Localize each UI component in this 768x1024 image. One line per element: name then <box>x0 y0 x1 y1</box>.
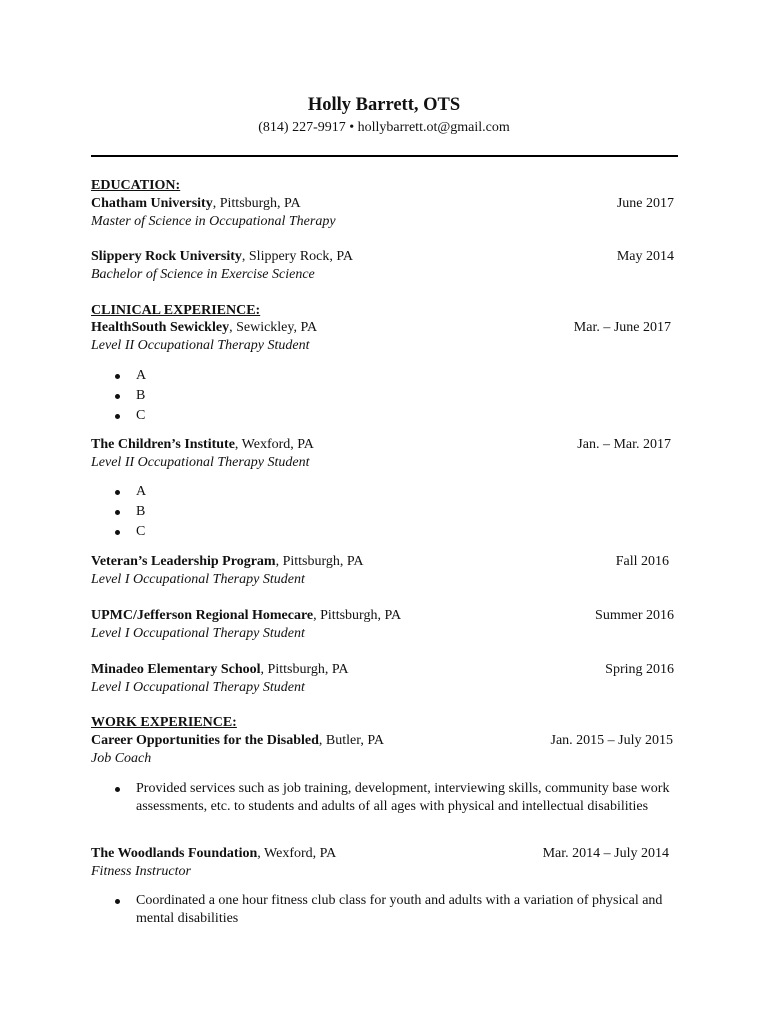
list-item: Provided services such as job training, development, interviewing skills, community base work assessments, etc. to students and adults of all ages with physical and intellectual disabilities <box>113 780 678 816</box>
clinical-heading: CLINICAL EXPERIENCE: <box>91 303 261 318</box>
entry-title <box>91 436 314 454</box>
org-location: , Slippery Rock, PA <box>241 249 353 264</box>
candidate-name: Holly Barrett, OTS <box>307 95 461 115</box>
entry-date: Spring 2016 <box>605 662 674 677</box>
org-location: , Wexford, PA <box>257 846 337 861</box>
header-divider <box>91 155 678 157</box>
org-location: , Sewickley, PA <box>229 320 318 335</box>
org-name: Career Opportunities for the Disabled <box>91 733 319 748</box>
bullet-list <box>113 780 678 816</box>
entry-title <box>91 845 336 863</box>
org-name: HealthSouth Sewickley <box>91 320 230 335</box>
bullet-list <box>113 367 678 427</box>
clinical-entry <box>91 436 671 472</box>
org-location: , Pittsburgh, PA <box>313 608 402 623</box>
entry-role: Master of Science in Occupational Therapy <box>91 214 336 229</box>
list-item: A <box>113 367 678 387</box>
bullet-list <box>113 483 678 543</box>
work-entry <box>91 732 673 768</box>
entry-date: Jan. – Mar. 2017 <box>577 437 671 452</box>
list-item: A <box>113 483 678 503</box>
list-item: C <box>113 407 678 427</box>
work-entry <box>91 845 669 881</box>
clinical-entry <box>91 607 674 643</box>
org-location: , Butler, PA <box>318 733 384 748</box>
org-location: , Wexford, PA <box>234 437 314 452</box>
entry-title <box>91 553 364 571</box>
bullet-list <box>113 892 678 928</box>
work-heading: WORK EXPERIENCE: <box>91 715 237 730</box>
entry-role: Bachelor of Science in Exercise Science <box>91 267 315 282</box>
org-location: , Pittsburgh, PA <box>212 196 301 211</box>
entry-date: Mar. 2014 – July 2014 <box>542 846 669 861</box>
entry-title <box>91 195 301 213</box>
entry-role: Level II Occupational Therapy Student <box>91 338 310 353</box>
entry-role: Job Coach <box>91 751 152 766</box>
education-heading: EDUCATION: <box>91 178 181 193</box>
contact-info: (814) 227-9917 • hollybarrett.ot@gmail.com <box>258 120 510 135</box>
org-name: Chatham University <box>91 196 213 211</box>
entry-role: Fitness Instructor <box>91 864 191 879</box>
list-item: C <box>113 523 678 543</box>
entry-title <box>91 661 348 679</box>
entry-role: Level I Occupational Therapy Student <box>91 626 305 641</box>
org-name: Veteran’s Leadership Program <box>91 554 276 569</box>
list-item: B <box>113 503 678 523</box>
entry-title <box>91 732 384 750</box>
list-item: B <box>113 387 678 407</box>
clinical-entry <box>91 661 674 697</box>
clinical-entry <box>91 553 669 589</box>
entry-date: Mar. – June 2017 <box>573 320 671 335</box>
entry-date: Fall 2016 <box>615 554 669 569</box>
entry-date: May 2014 <box>616 249 674 264</box>
entry-date: June 2017 <box>616 196 674 211</box>
entry-date: Summer 2016 <box>595 608 674 623</box>
entry-date: Jan. 2015 – July 2015 <box>550 733 673 748</box>
entry-title <box>91 319 317 337</box>
org-name: Slippery Rock University <box>91 249 242 264</box>
education-entry <box>91 248 674 284</box>
entry-role: Level I Occupational Therapy Student <box>91 680 305 695</box>
org-location: , Pittsburgh, PA <box>275 554 364 569</box>
clinical-entry <box>91 319 671 355</box>
education-entry <box>91 195 674 231</box>
org-name: UPMC/Jefferson Regional Homecare <box>91 608 314 623</box>
org-name: Minadeo Elementary School <box>91 662 261 677</box>
org-name: The Woodlands Foundation <box>91 846 258 861</box>
entry-role: Level I Occupational Therapy Student <box>91 572 305 587</box>
list-item: Coordinated a one hour fitness club class for youth and adults with a variation of physical and mental disabilities <box>113 892 678 928</box>
entry-role: Level II Occupational Therapy Student <box>91 455 310 470</box>
entry-title <box>91 248 353 266</box>
org-name: The Children’s Institute <box>91 437 235 452</box>
entry-title <box>91 607 401 625</box>
org-location: , Pittsburgh, PA <box>260 662 349 677</box>
